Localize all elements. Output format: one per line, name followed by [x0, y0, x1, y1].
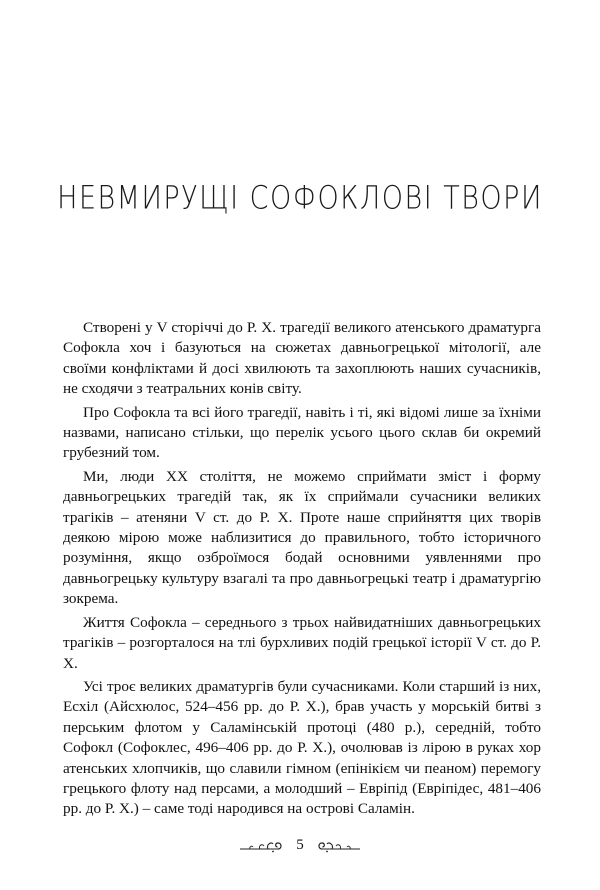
- paragraph: Про Софокла та всі його трагедії, навіть і ті, які відомі лише за їхніми назвами, написано стільки, що перелік усього цього склав би окремий грубезний том.: [63, 403, 541, 462]
- page-footer: [0, 835, 600, 855]
- paragraph: Створені у V сторіччі до Р. Х. трагедії великого атенського драматурга Софокла хоч і базуються на сюжетах давньогрецької мітології, але своїми конфліктами й досі хвилюють та захоплюють наших сучасників, не сходячи з театральних конів світу.: [63, 319, 541, 398]
- chapter-title: НЕВМИРУЩІ СОФОКЛОВІ ТВОРИ: [57, 180, 543, 217]
- paragraph: Ми, люди XX століття, не можемо сприймати зміст і форму давньогрецьких трагедій так, як їх сприймали сучасники великих трагіків – атеняни V ст. до Р. Х. Проте наше сприйняття цих творів деякою мірою може наблизитися до правильного, тобто історичного розуміння, якщо озброїмося бодай основними уявленнями про давньогрецьку культуру взагалі та про давньогрецькі театр і драматургію зокрема.: [63, 467, 541, 608]
- paragraph: Життя Софокла – середнього з трьох найвидатніших давньогрецьких трагіків – розгорталося на тлі бурхливих подій грецької історії V ст. до Р. Х.: [63, 613, 541, 672]
- chapter-body: [63, 318, 541, 823]
- page-number: 5: [296, 836, 304, 853]
- scroll-ornament-icon: [238, 836, 282, 854]
- paragraph: Усі троє великих драматургів були сучасниками. Коли старший із них, Есхіл (Айсхюлос, 524–456 рр. до Р. Х.), брав участь у морській битві з перським флотом у Саламінській протоці (480 р.), середній, тобто Софокл (Софоклес, 496–406 рр. до Р. Х.), очолював із лірою в руках хор атенських хлопчиків, що славили гімном (епінікієм чи пеаном) перемогу грецького флоту над персами, а молодший – Евріпід (Евріпідес, 481–406 рр. до Р. Х.) – саме тоді народився на острові Саламін.: [63, 677, 541, 818]
- scroll-ornament-icon: [318, 836, 362, 854]
